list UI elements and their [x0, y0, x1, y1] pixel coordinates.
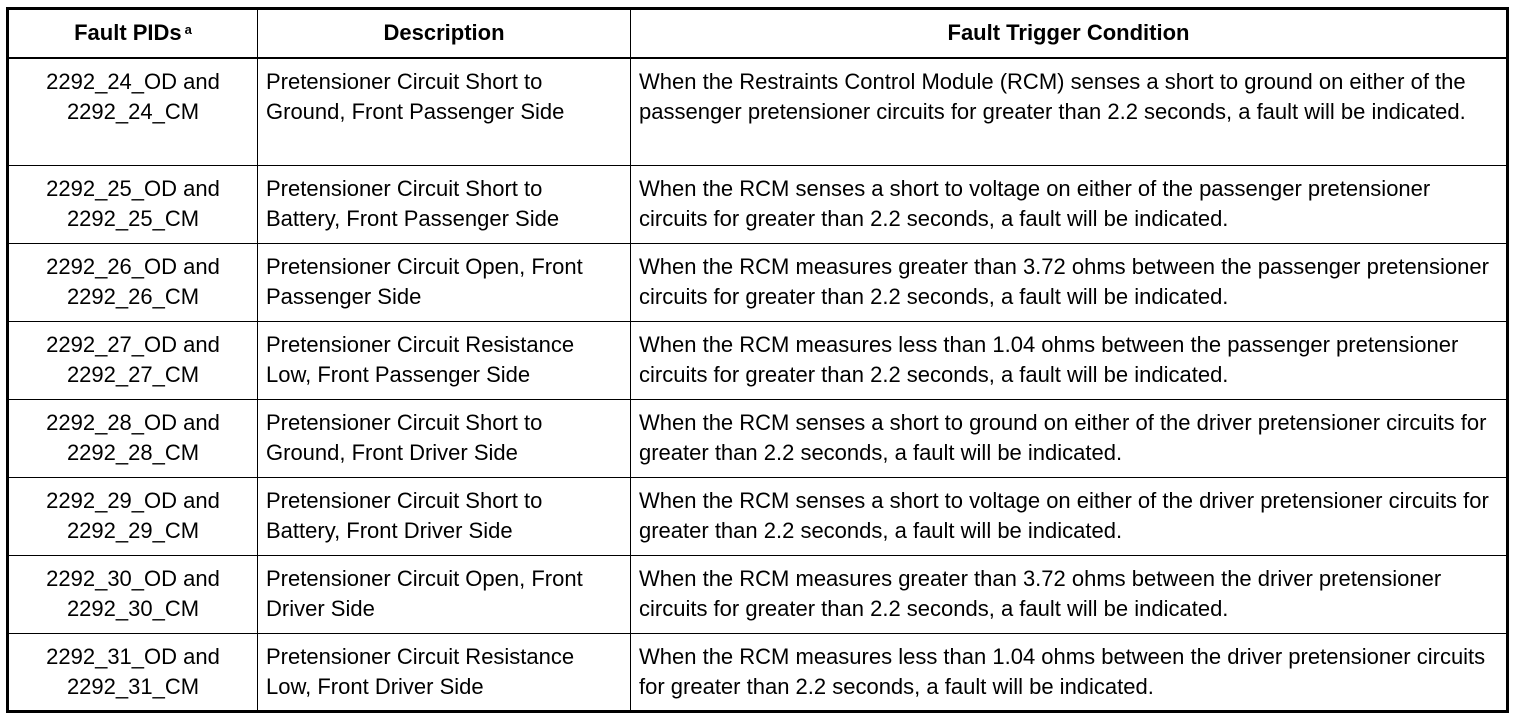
table-header — [8, 9, 1508, 58]
fault-pid-table — [6, 7, 1509, 713]
header-fault-pids-label: Fault PIDs — [74, 20, 182, 46]
fault-pid-od: 2292_29_OD and — [46, 488, 220, 513]
fault-pid-cell — [8, 322, 258, 400]
header-row — [8, 9, 1508, 58]
table-row — [8, 166, 1508, 244]
fault-pid-od: 2292_27_OD and — [46, 332, 220, 357]
trigger-condition-cell: When the RCM measures less than 1.04 ohms between the driver pretensioner circuits for greater than 2.2 seconds, a fault will be indicated. — [631, 634, 1508, 712]
footnote-marker: a — [184, 22, 192, 38]
trigger-condition-cell: When the RCM measures greater than 3.72 ohms between the passenger pretensioner circuits for greater than 2.2 seconds, a fault will be indicated. — [631, 244, 1508, 322]
table-body — [8, 58, 1508, 712]
description-cell: Pretensioner Circuit Open, Front Passenger Side — [258, 244, 631, 322]
table-row — [8, 556, 1508, 634]
fault-pid-cm: 2292_27_CM — [66, 362, 200, 387]
fault-pid-cell — [8, 244, 258, 322]
table-row — [8, 478, 1508, 556]
fault-pid-cm: 2292_30_CM — [66, 596, 200, 621]
table-row — [8, 634, 1508, 712]
description-cell: Pretensioner Circuit Open, Front Driver Side — [258, 556, 631, 634]
fault-pid-cell — [8, 478, 258, 556]
fault-pid-cell — [8, 634, 258, 712]
description-cell: Pretensioner Circuit Resistance Low, Front Driver Side — [258, 634, 631, 712]
header-description: Description — [258, 9, 631, 58]
fault-pid-cell — [8, 556, 258, 634]
fault-pid-cm: 2292_29_CM — [66, 518, 200, 543]
fault-pid-cell — [8, 166, 258, 244]
table-row — [8, 244, 1508, 322]
fault-pid-cm: 2292_31_CM — [66, 674, 200, 699]
trigger-condition-cell: When the RCM measures greater than 3.72 ohms between the driver pretensioner circuits for greater than 2.2 seconds, a fault will be indicated. — [631, 556, 1508, 634]
table-row — [8, 322, 1508, 400]
trigger-condition-cell: When the Restraints Control Module (RCM) senses a short to ground on either of the passenger pretensioner circuits for greater than 2.2 seconds, a fault will be indicated. — [631, 58, 1508, 166]
description-cell: Pretensioner Circuit Short to Ground, Front Driver Side — [258, 400, 631, 478]
trigger-condition-cell: When the RCM senses a short to ground on either of the driver pretensioner circuits for greater than 2.2 seconds, a fault will be indicated. — [631, 400, 1508, 478]
fault-pid-od: 2292_26_OD and — [46, 254, 220, 279]
header-trigger-condition: Fault Trigger Condition — [631, 9, 1508, 58]
header-fault-pids — [8, 9, 258, 58]
fault-pid-od: 2292_28_OD and — [46, 410, 220, 435]
fault-pid-od: 2292_25_OD and — [46, 176, 220, 201]
trigger-condition-cell: When the RCM measures less than 1.04 ohms between the passenger pretensioner circuits for greater than 2.2 seconds, a fault will be indicated. — [631, 322, 1508, 400]
fault-pid-cm: 2292_24_CM — [66, 98, 200, 124]
fault-pid-od: 2292_30_OD and — [46, 566, 220, 591]
description-cell: Pretensioner Circuit Short to Battery, Front Driver Side — [258, 478, 631, 556]
fault-pid-od: 2292_31_OD and — [46, 644, 220, 669]
table-row — [8, 58, 1508, 166]
fault-pid-cm: 2292_26_CM — [66, 284, 200, 309]
trigger-condition-cell: When the RCM senses a short to voltage on either of the passenger pretensioner circuits for greater than 2.2 seconds, a fault will be indicated. — [631, 166, 1508, 244]
fault-pid-cm: 2292_25_CM — [66, 206, 200, 231]
fault-pid-od: 2292_24_OD and — [46, 68, 220, 94]
trigger-condition-cell: When the RCM senses a short to voltage on either of the driver pretensioner circuits for greater than 2.2 seconds, a fault will be indicated. — [631, 478, 1508, 556]
fault-pid-cell — [8, 58, 258, 166]
description-cell: Pretensioner Circuit Short to Ground, Front Passenger Side — [258, 58, 631, 166]
fault-pid-cell — [8, 400, 258, 478]
fault-pid-cm: 2292_28_CM — [66, 440, 200, 465]
description-cell: Pretensioner Circuit Resistance Low, Front Passenger Side — [258, 322, 631, 400]
table-row — [8, 400, 1508, 478]
description-cell: Pretensioner Circuit Short to Battery, Front Passenger Side — [258, 166, 631, 244]
